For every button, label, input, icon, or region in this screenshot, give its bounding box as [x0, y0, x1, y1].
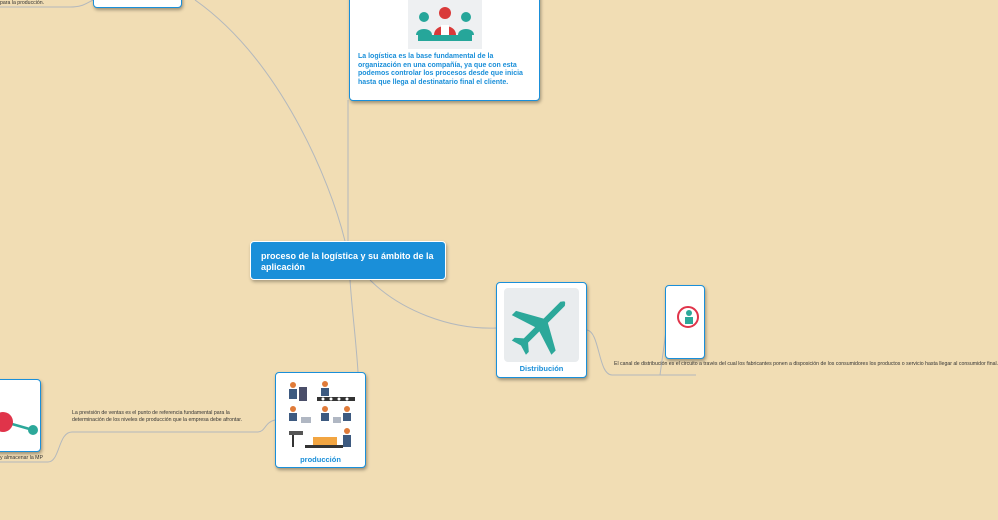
airplane-icon	[504, 288, 579, 362]
share-node-icon	[0, 380, 42, 453]
person-icon	[672, 301, 706, 335]
node-distribucion[interactable]	[496, 282, 587, 378]
link-produccion	[350, 280, 358, 372]
factory-workers-icon	[285, 379, 357, 451]
node-logistica[interactable]	[349, 0, 540, 101]
node-produccion[interactable]	[275, 372, 366, 468]
note-distribucion: El canal de distribución es el circuito a través del cual los fabricantes ponen a disposición de los consumidores los productos o servicio hasta llegar al consumidor final.	[614, 361, 998, 367]
node-produccion-label: producción	[300, 455, 341, 464]
central-topic[interactable]: proceso de la logística y su ámbito de la aplicación	[250, 241, 446, 280]
workers-icon	[408, 0, 482, 49]
node-aprovisionamiento[interactable]	[93, 0, 182, 8]
note-top-left: para la producción.	[0, 0, 45, 6]
note-left-bottom: y almacenar la MP	[0, 455, 43, 461]
node-right[interactable]	[665, 285, 705, 359]
note-produccion: La previsión de ventas es el punto de referencia fundamental para la determinación de los niveles de producción que la empresa debe afrontar.	[72, 410, 243, 423]
node-left-bottom[interactable]	[0, 379, 41, 452]
node-distribucion-label: Distribución	[519, 364, 564, 373]
link-aprovisionamiento	[195, 0, 345, 241]
link-distribucion	[370, 280, 497, 328]
node-logistica-text: La logística es la base fundamental de la organización en una compañía, ya que con esta podemos controlar los procesos desde que inicia hasta que llega al destinatario final el cliente.	[358, 53, 523, 86]
